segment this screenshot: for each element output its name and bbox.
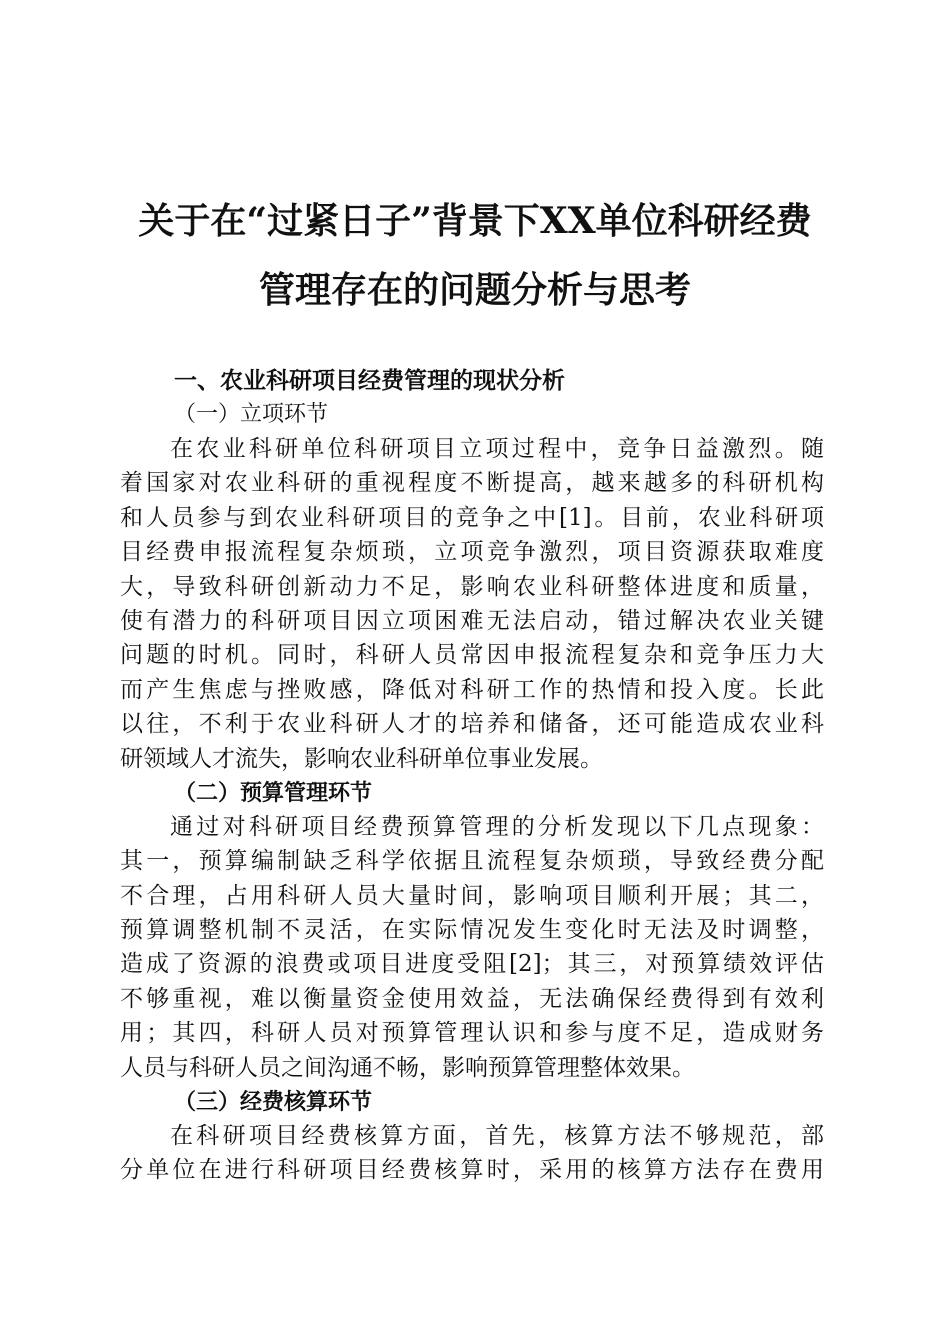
paragraph-line: 造成了资源的浪费或项目进度受阻[2]；其三，对预算绩效评估 (120, 951, 824, 978)
document-title-line-1: 关于在“过紧日子”背景下XX单位科研经费 (138, 200, 812, 242)
paragraph-line: 在科研项目经费核算方面，首先，核算方法不够规范，部 (170, 1123, 824, 1150)
document-title-line-2: 管理存在的问题分析与思考 (258, 269, 691, 311)
paragraph-line: 着国家对农业科研的重视程度不断提高，越来越多的科研机构 (120, 470, 824, 497)
paragraph-line: 在农业科研单位科研项目立项过程中，竞争日益激烈。随 (170, 436, 824, 462)
paragraph-project-approval (120, 432, 824, 776)
paragraph-accounting (120, 1119, 824, 1188)
subsection-heading-2: （二）预算管理环节 (174, 779, 373, 806)
paragraph-line: 用；其四，科研人员对预算管理认识和参与度不足，造成财务 (120, 1020, 824, 1047)
paragraph-line: 大，导致科研创新动力不足，影响农业科研整体进度和质量， (120, 573, 824, 600)
paragraph-line: 以往，不利于农业科研人才的培养和储备，还可能造成农业科 (120, 711, 824, 738)
paragraph-line: 而产生焦虑与挫败感，降低对科研工作的热情和投入度。长此 (120, 676, 824, 703)
paragraph-line: 不合理，占用科研人员大量时间，影响项目顺利开展；其二， (120, 882, 824, 909)
paragraph-line: 通过对科研项目经费预算管理的分析发现以下几点现象： (170, 813, 824, 840)
paragraph-line: 和人员参与到农业科研项目的竞争之中[1]。目前，农业科研项 (120, 504, 824, 531)
paragraph-line: 研领域人才流失，影响农业科研单位事业发展。 (120, 745, 603, 772)
paragraph-line: 人员与科研人员之间沟通不畅，影响预算管理整体效果。 (120, 1054, 695, 1081)
paragraph-line: 使有潜力的科研项目因立项困难无法启动，错过解决农业关键 (120, 607, 824, 634)
document-body (120, 365, 824, 1188)
paragraph-line: 不够重视，难以衡量资金使用效益，无法确保经费得到有效利 (120, 985, 824, 1012)
subsection-heading-3: （三）经费核算环节 (174, 1089, 373, 1116)
paragraph-line: 目经费申报流程复杂烦琐，立项竞争激烈，项目资源获取难度 (120, 539, 824, 566)
section-heading-1: 一、农业科研项目经费管理的现状分析 (174, 368, 565, 394)
paragraph-line: 预算调整机制不灵活，在实际情况发生变化时无法及时调整， (120, 917, 824, 944)
paragraph-budget-management (120, 810, 824, 1085)
paragraph-line: 问题的时机。同时，科研人员常因申报流程复杂和竞争压力大 (120, 642, 824, 669)
subsection-heading-1: （一）立项环节 (174, 402, 329, 427)
paragraph-line: 分单位在进行科研项目经费核算时，采用的核算方法存在费用 (120, 1157, 824, 1184)
paragraph-line: 其一，预算编制缺乏科学依据且流程复杂烦琐，导致经费分配 (120, 848, 824, 875)
